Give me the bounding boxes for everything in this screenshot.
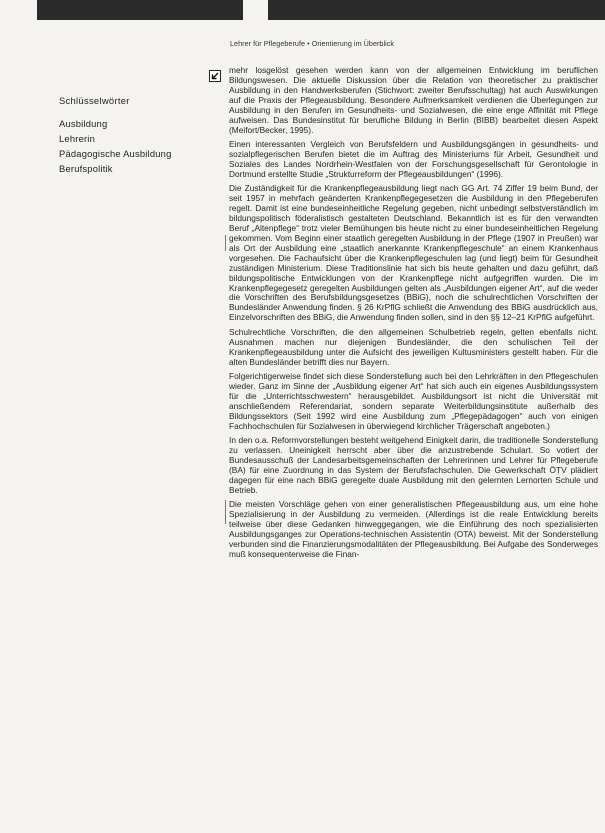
body-paragraph: Die meisten Vorschläge gehen von einer generalistischen Pflegeausbildung aus, um eine hohe Spezialisierung in der Ausbildung zu vermeiden. (Allerdings ist die reale Entwicklung bereits teilweise über diese Gedanken hinweggegangen, wie die Einführung des noch spezialisierten Ausbildungsganges zur Operations-technischen Assistentin (OTA) beweist. Mit der Sonderstellung verbunden sind die Finanzierungsmodalitäten der Pflegeausbildung. Bei Aufgabe des Sonderweges muß konsequenterweise die Finan- <box>229 499 598 559</box>
keyword-item: Pädagogische Ausbildung <box>59 148 172 159</box>
top-edge-bar-left <box>37 0 243 20</box>
body-paragraph: Die Zuständigkeit für die Krankenpflegeausbildung liegt nach GG Art. 74 Ziffer 19 beim Bund, der seit 1957 in mehrfach geänderten Krankenpflegegesetzen die Ausbildung in den Pflegeberufen regelt. Damit ist eine bundeseinheitliche Regelung gegeben, nicht unbedingt selbstverständlich im bildungspolitisch föderalistisch gestalteten Deutschland. Bekanntlich ist es für den verwandten Beruf „Altenpflege“ trotz vieler Bemühungen bis heute nicht zu einer bundeseinheitlichen Regelung gekommen. Vom Beginn einer staatlich geregelten Ausbildung in der Pflege (1907 in Preußen) war als Ort der Ausbildung eine „staatlich anerkannte Krankenpflegeschule“ an einem Krankenhaus vorgesehen. Die Fachaufsicht über die Krankenpflegeschulen lag (und liegt) beim für Gesundheit zuständigen Ministerium. Diese Traditionslinie hat sich bis heute gehalten und dazu geführt, daß bildungspolitische Entwicklungen von der Krankenpflege nicht aufgegriffen wurden. Die im Krankenpflegegesetz geregelten Ausbildungen gelten als „Ausbildungen eigener Art“, auf die weder die Vorschriften des Berufsbildungsgesetzes (BBiG), noch die schulrechtlichen Vorschriften der Bundesländer Anwendung finden. § 26 KrPflG schließt die Anwendung des BBiG ausdrücklich aus, Einzelvorschriften des BBiG, die Anwendung finden sollen, sind in den §§ 12–21 KrPflG aufgeführt. <box>229 183 598 323</box>
margin-rule <box>225 500 226 524</box>
keyword-item: Berufspolitik <box>59 163 113 174</box>
margin-rule <box>225 235 226 251</box>
keyword-item: Ausbildung <box>59 118 108 129</box>
body-paragraph: In den o.a. Reformvorstellungen besteht weitgehend Einigkeit darin, die traditionelle Sonderstellung zu verlassen. Uneinigkeit herrscht aber über die anzustrebende Schulart. So votiert der Bundesausschuß der Landesarbeitsgemeinschaften der Lehrerinnen und Lehrer für Pflegeberufe (BA) für eine Zuordnung in das System der Berufsfachschulen. Die Gewerkschaft ÖTV plädiert dagegen für eine nach BBiG geregelte duale Ausbildung mit den gelernten Lernorten Schule und Betrieb. <box>229 435 598 495</box>
main-text-column <box>229 66 598 564</box>
body-paragraph: Folgerichtigerweise findet sich diese Sonderstellung auch bei den Lehrkräften in den Pflegeschulen wieder. Ganz im Sinne der „Ausbildung eigener Art“ hat sich auch ein eigenes Ausbildungssystem für die „Unterrichtsschwestern“ herausgebildet. Ausbildungsort ist nicht die Universität mit anschließendem Referendariat, sondern separate Weiterbildungsinstitute außerhalb des Bildungssektors (Seit 1992 wird eine Ausbildung zum „Pflegepädagogen“ auch von einigen Fachhochschulen für Sozialwesen in überwiegend kirchlicher Trägerschaft angeboten.) <box>229 371 598 431</box>
body-paragraph: Einen interessanten Vergleich von Berufsfeldern und Ausbildungsgängen in gesundheits- und sozialpflegerischen Berufen bietet die im Auftrag des Ministeriums für Arbeit, Gesundheit und Soziales des Landes Nordrhein-Westfalen von der Forschungsgesellschaft für Gerontologie in Dortmund erstellte Studie „Strukturreform der Pflegeausbildungen“ (1996). <box>229 139 598 179</box>
keyword-sidebar <box>59 95 209 176</box>
body-paragraph: mehr losgelöst gesehen werden kann von der allgemeinen Entwicklung im beruflichen Bildungswesen. Die aktuelle Diskussion über die Relation von theoretischer zu praktischer Ausbildung in den Handwerksberufen (Stichwort: zweiter Berufsschultag) hat auch Auswirkungen auf die Praxis der Pflegeausbildung. Besondere Aufmerksamkeit verdienen die Überlegungen zur Ausbildung in den Berufen im Gesundheits- und Sozialwesen, die eine enge Affinität mit Pflege aufweisen. Das Bundesinstitut für berufliche Bildung in Berlin (BIBB) bearbeitet diesen Aspekt (Meifort/Becker, 1995). <box>229 65 598 135</box>
keyword-item: Lehrerin <box>59 133 95 144</box>
top-edge-bar-right <box>268 0 605 20</box>
keywords-title: Schlüsselwörter <box>59 95 130 106</box>
body-paragraph: Schulrechtliche Vorschriften, die den allgemeinen Schulbetrieb regeln, gelten ebenfalls nicht. Ausnahmen machen nur diejenigen Bundesländer, die den schulischen Teil der Krankenpflegeausbildung unter die Aufsicht des jeweiligen Kultusministers gestellt haben. Für die alten Bundesländer betrifft dies nur Bayern. <box>229 326 598 367</box>
arrow-marker-icon <box>209 70 221 82</box>
running-header: Lehrer für Pflegeberufe • Orientierung im Überblick <box>230 39 395 48</box>
